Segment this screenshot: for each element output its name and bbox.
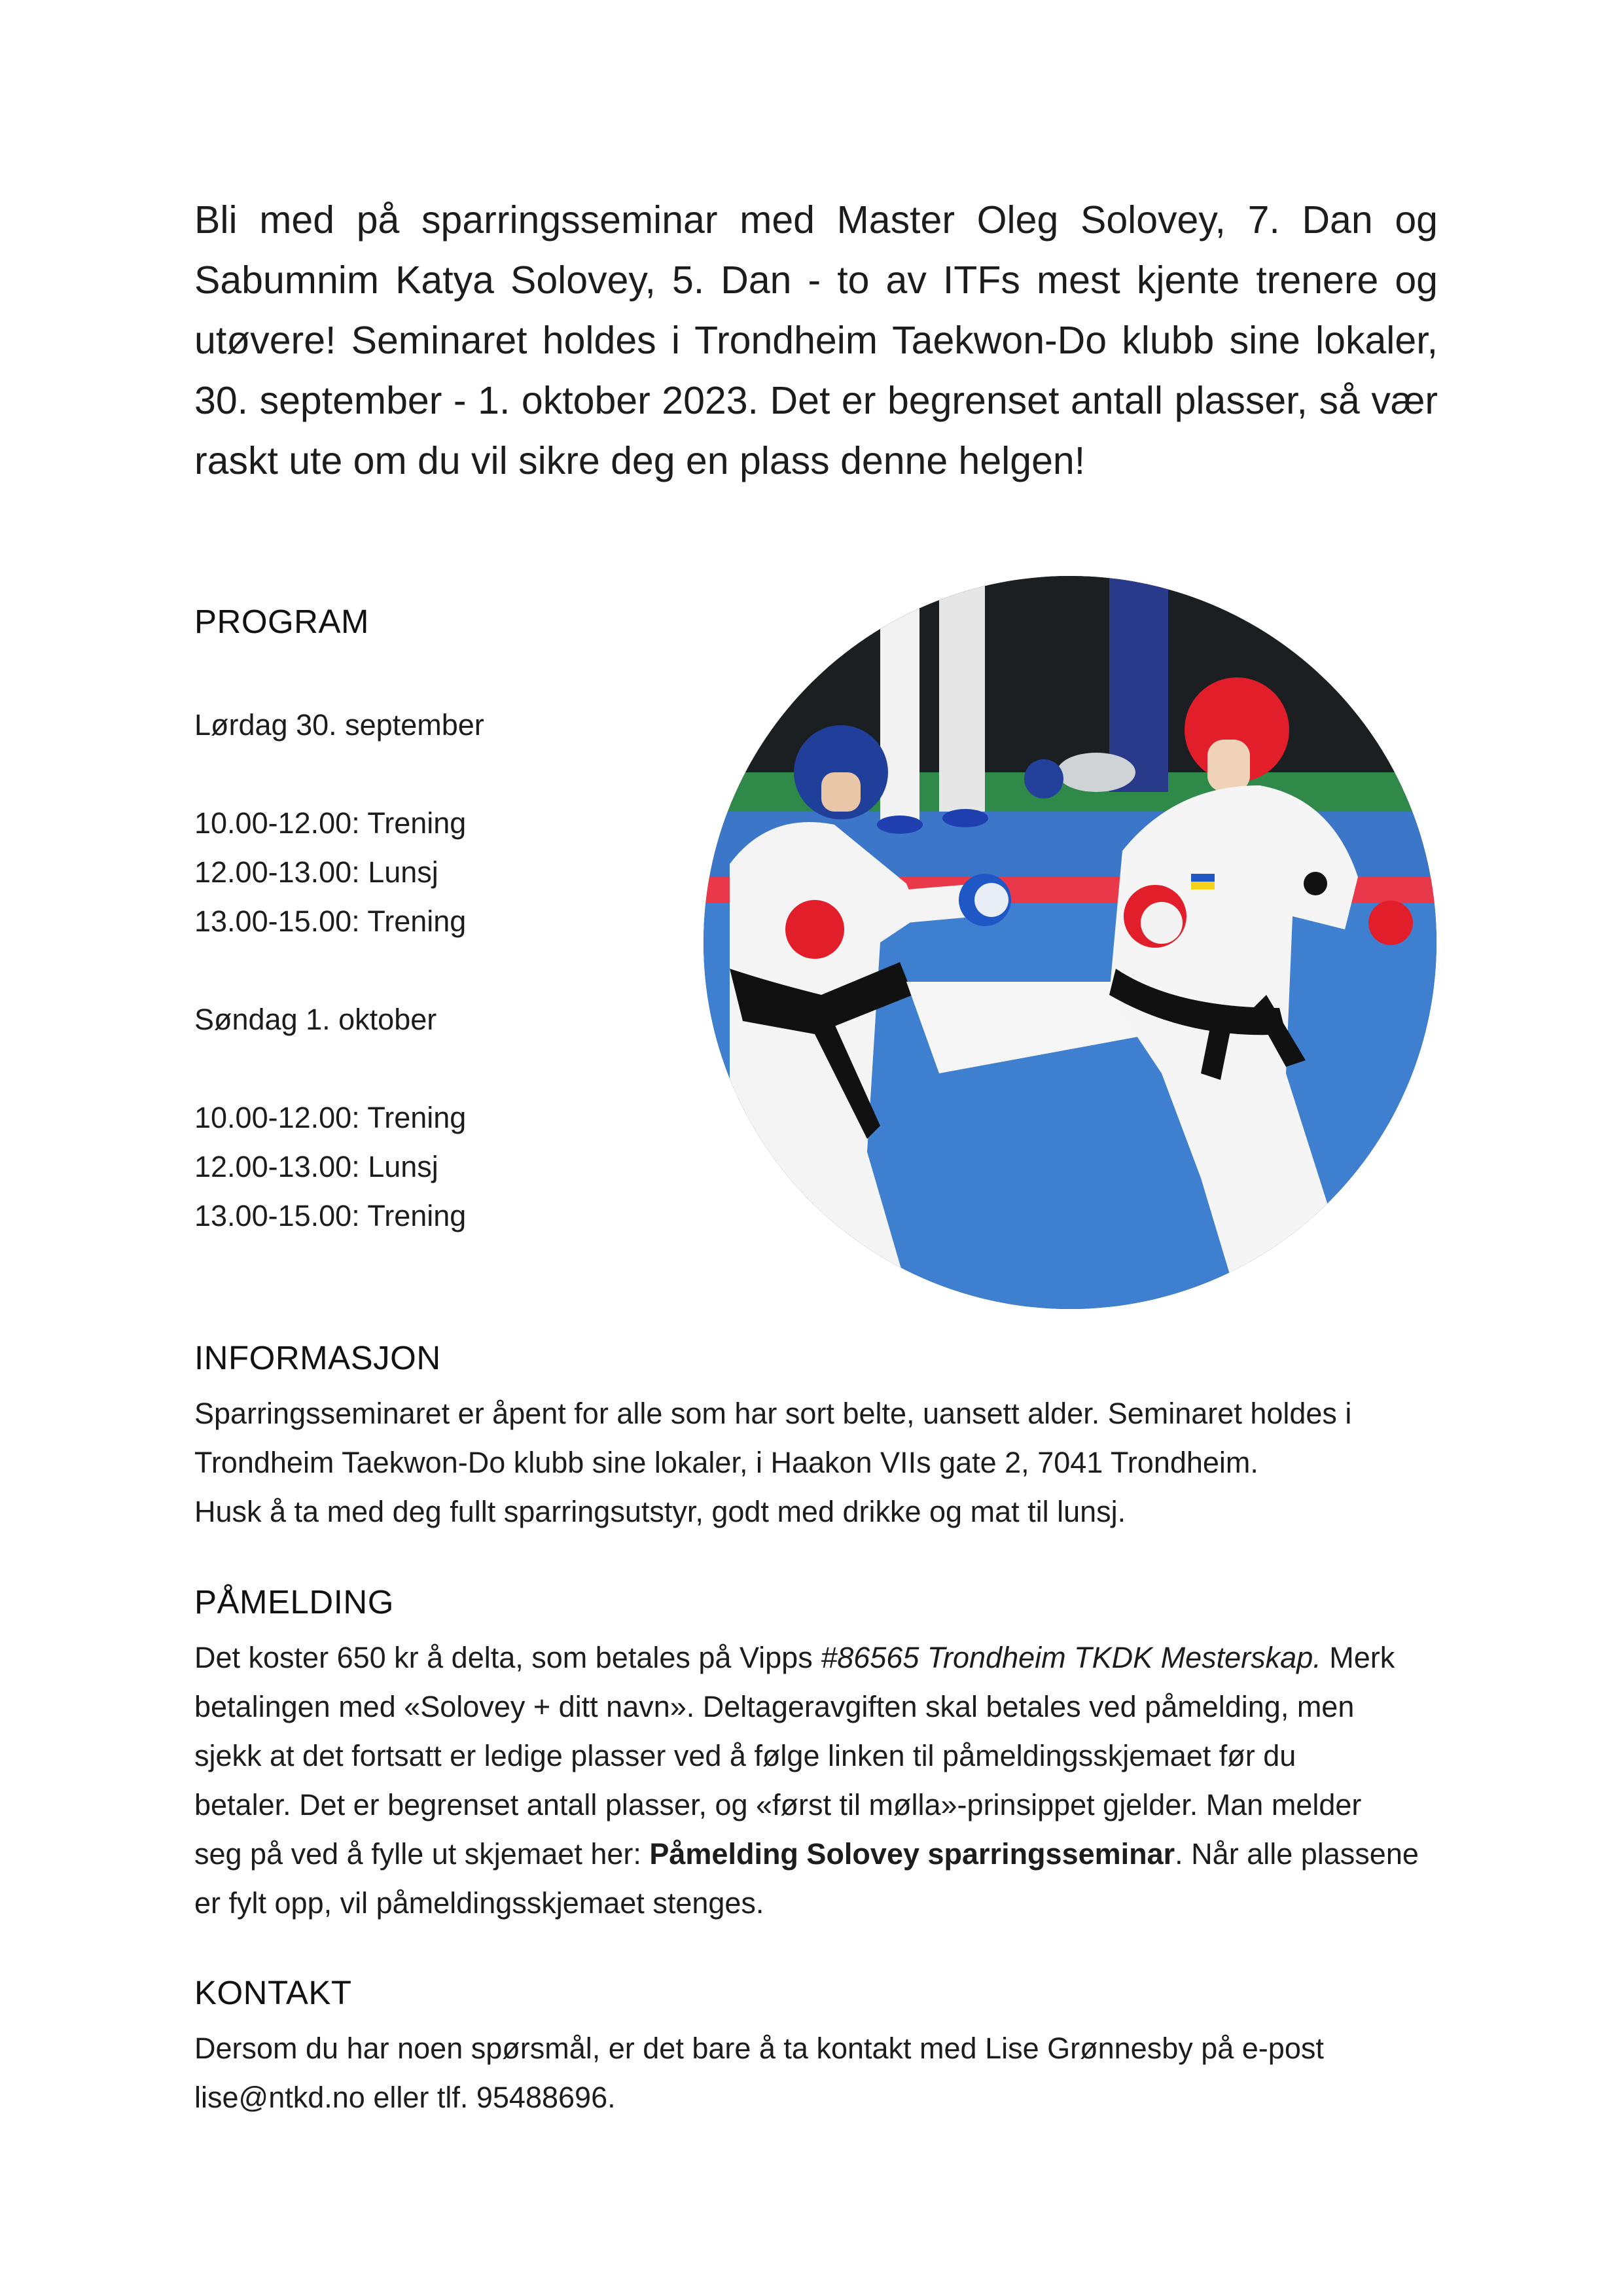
program-item: 10.00-12.00: Trening <box>194 806 467 840</box>
contact-text: . <box>607 2081 616 2114</box>
program-heading: PROGRAM <box>194 603 370 640</box>
signup-text: seg på ved å fylle ut skjemaet her: <box>194 1837 650 1871</box>
info-line: Sparringsseminaret er åpent for alle som har sort belte, uansett alder. Seminaret holdes i <box>194 1397 1352 1430</box>
info-line: Trondheim Taekwon-Do klubb sine lokaler, i Haakon VIIs gate 2, 7041 Trondheim. <box>194 1446 1258 1479</box>
contact-email-link[interactable]: lise@ntkd.no <box>194 2081 365 2114</box>
signup-form-link[interactable]: Påmelding Solovey sparringsseminar <box>649 1837 1175 1871</box>
intro-paragraph: Bli med på sparringsseminar med Master Oleg Solovey, 7. Dan og Sabumnim Katya Solovey, 5. Dan - to av ITFs mest kjente trenere og utøvere! Seminaret holdes i Trondheim Taekwon-Do klubb sine lokaler, 30. september - 1. oktober 2023. Det er begrenset antall plasser, så vær raskt ute om du vil sikre deg en plass denne helgen! <box>194 198 1438 482</box>
program-item: 13.00-15.00: Trening <box>194 905 467 938</box>
contact-line: Dersom du har noen spørsmål, er det bare å ta kontakt med Lise Grønnesby på e-post <box>194 2032 1324 2065</box>
program-item: 12.00-13.00: Lunsj <box>194 1150 438 1183</box>
program-item: 10.00-12.00: Trening <box>194 1101 467 1134</box>
signup-line <box>194 1829 1477 1878</box>
signup-body <box>194 1633 1477 1928</box>
contact-phone[interactable]: 95488696 <box>476 2081 608 2114</box>
signup-line: betalingen med «Solovey + ditt navn». Deltageravgiften skal betales ved påmelding, men <box>194 1690 1355 1723</box>
program-day: Lørdag 30. september <box>194 708 484 742</box>
info-heading: INFORMASJON <box>194 1339 441 1376</box>
contact-line <box>194 2073 1477 2122</box>
signup-heading: PÅMELDING <box>194 1583 394 1621</box>
signup-text: . Når alle plassene <box>1175 1837 1419 1871</box>
signup-line: er fylt opp, vil påmeldingsskjemaet stenges. <box>194 1886 764 1920</box>
info-line: Husk å ta med deg fullt sparringsutstyr, godt med drikke og mat til lunsj. <box>194 1495 1126 1528</box>
program-day: Søndag 1. oktober <box>194 1003 437 1036</box>
contact-heading: KONTAKT <box>194 1974 352 2011</box>
contact-text: eller tlf. <box>365 2081 476 2114</box>
signup-line <box>194 1633 1477 1682</box>
program-item: 13.00-15.00: Trening <box>194 1199 467 1232</box>
signup-line: sjekk at det fortsatt er ledige plasser ved å følge linken til påmeldingsskjemaet før du <box>194 1739 1296 1772</box>
contact-body <box>194 2024 1477 2122</box>
program-item: 12.00-13.00: Lunsj <box>194 855 438 889</box>
signup-text: Det koster 650 kr å delta, som betales på Vipps <box>194 1641 821 1674</box>
signup-line: betaler. Det er begrenset antall plasser, og «først til mølla»-prinsippet gjelder. Man melder <box>194 1788 1362 1821</box>
taekwondo-sparring-photo <box>704 576 1436 1309</box>
signup-text: Merk <box>1321 1641 1395 1674</box>
info-body <box>194 1389 1477 1536</box>
vipps-number: #86565 Trondheim TKDK Mesterskap. <box>821 1641 1321 1674</box>
